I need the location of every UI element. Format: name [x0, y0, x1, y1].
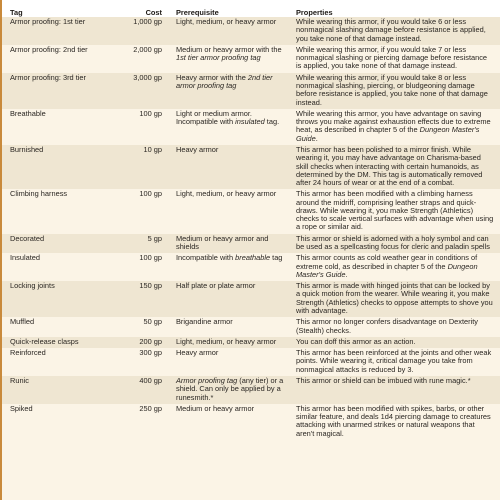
cell-tag: Breathable	[2, 109, 122, 145]
cell-properties: This armor has been polished to a mirror finish. While wearing it, you may have advantage on Charisma-based skill checks when interacting with certain humanoids, as determined by the DM. This tag is automatically removed after 24 hours of wear or at the end of a combat.	[288, 145, 500, 189]
armor-tags-table	[2, 0, 500, 440]
cell-properties: You can doff this armor as an action.	[288, 337, 500, 348]
cell-prerequisite: Heavy armor	[168, 145, 288, 189]
cell-cost: 400 gp	[122, 376, 168, 404]
cell-prerequisite: Incompatible with breathable tag	[168, 253, 288, 281]
table-row	[2, 45, 500, 73]
header-tag: Tag	[2, 0, 122, 17]
cell-tag: Runic	[2, 376, 122, 404]
cell-prerequisite: Heavy armor	[168, 348, 288, 376]
cell-cost: 5 gp	[122, 234, 168, 254]
cell-cost: 200 gp	[122, 337, 168, 348]
cell-tag: Armor proofing: 3rd tier	[2, 73, 122, 109]
cell-tag: Insulated	[2, 253, 122, 281]
table-row	[2, 348, 500, 376]
cell-properties: While wearing this armor, if you would take 7 or less nonmagical slashing or piercing damage before resistance is applied, you take none of that damage instead.	[288, 45, 500, 73]
cell-prerequisite: Armor proofing tag (any tier) or a shield. Can only be applied by a runesmith.*	[168, 376, 288, 404]
cell-cost: 50 gp	[122, 317, 168, 337]
cell-prerequisite: Medium or heavy armor	[168, 404, 288, 440]
table-row	[2, 145, 500, 189]
cell-tag: Muffled	[2, 317, 122, 337]
cell-tag: Burnished	[2, 145, 122, 189]
table-row	[2, 253, 500, 281]
cell-tag: Spiked	[2, 404, 122, 440]
cell-cost: 100 gp	[122, 253, 168, 281]
cell-cost: 10 gp	[122, 145, 168, 189]
table-row	[2, 317, 500, 337]
cell-properties: This armor has been reinforced at the joints and other weak points. While wearing it, critical damage you take from nonmagical attacks is reduced by 3.	[288, 348, 500, 376]
cell-cost: 100 gp	[122, 189, 168, 233]
table-row	[2, 109, 500, 145]
cell-prerequisite: Light, medium, or heavy armor	[168, 337, 288, 348]
cell-prerequisite: Half plate or plate armor	[168, 281, 288, 317]
cell-cost: 2,000 gp	[122, 45, 168, 73]
header-properties: Properties	[288, 0, 500, 17]
cell-tag: Decorated	[2, 234, 122, 254]
table-row	[2, 404, 500, 440]
cell-prerequisite: Medium or heavy armor and shields	[168, 234, 288, 254]
table-header-row	[2, 0, 500, 17]
cell-properties: This armor or shield is adorned with a holy symbol and can be used as a spellcasting focus for cleric and paladin spells	[288, 234, 500, 254]
cell-prerequisite: Medium or heavy armor with the 1st tier armor proofing tag	[168, 45, 288, 73]
cell-properties: While wearing this armor, if you would take 6 or less nonmagical slashing damage before resistance is applied, you take none of that damage instead.	[288, 17, 500, 45]
cell-tag: Armor proofing: 1st tier	[2, 17, 122, 45]
cell-prerequisite: Brigandine armor	[168, 317, 288, 337]
table-row	[2, 17, 500, 45]
table-row	[2, 281, 500, 317]
cell-tag: Climbing harness	[2, 189, 122, 233]
cell-tag: Locking joints	[2, 281, 122, 317]
table-row	[2, 337, 500, 348]
cell-cost: 250 gp	[122, 404, 168, 440]
cell-cost: 100 gp	[122, 109, 168, 145]
cell-properties: This armor has been modified with a climbing harness around the midriff, comprising leather straps and quick-draws. While wearing it, you make Strength (Athletics) checks to scale vertical surfaces with advantage when using a rope or similar aid.	[288, 189, 500, 233]
cell-tag: Reinforced	[2, 348, 122, 376]
cell-properties: While wearing this armor, if you would take 8 or less nonmagical slashing, piercing, or bludgeoning damage before resistance is applied, you take none of that damage instead.	[288, 73, 500, 109]
cell-properties: This armor counts as cold weather gear in conditions of extreme cold, as described in chapter 5 of the Dungeon Master's Guide.	[288, 253, 500, 281]
cell-cost: 3,000 gp	[122, 73, 168, 109]
cell-properties: This armor no longer confers disadvantage on Dexterity (Stealth) checks.	[288, 317, 500, 337]
cell-properties: This armor has been modified with spikes, barbs, or other similar feature, and deals 1d4 piercing damage to creatures attacking with unarmed strikes or natural weapons that aren't magical.	[288, 404, 500, 440]
cell-cost: 1,000 gp	[122, 17, 168, 45]
cell-properties: This armor is made with hinged joints that can be locked by a quick motion from the wearer. While wearing it, you make Strength (Athletics) checks to oppose attempts to shove you with advantage.	[288, 281, 500, 317]
header-prerequisite: Prerequisite	[168, 0, 288, 17]
table-row	[2, 234, 500, 254]
cell-cost: 300 gp	[122, 348, 168, 376]
cell-properties: This armor or shield can be imbued with rune magic.*	[288, 376, 500, 404]
cell-prerequisite: Light or medium armor. Incompatible with insulated tag.	[168, 109, 288, 145]
cell-properties: While wearing this armor, you have advantage on saving throws you make against exhaustion effects due to extreme heat, as described in chapter 5 of the Dungeon Master's Guide.	[288, 109, 500, 145]
cell-prerequisite: Heavy armor with the 2nd tier armor proofing tag	[168, 73, 288, 109]
cell-prerequisite: Light, medium, or heavy armor	[168, 189, 288, 233]
table-row	[2, 189, 500, 233]
cell-tag: Armor proofing: 2nd tier	[2, 45, 122, 73]
cell-prerequisite: Light, medium, or heavy armor	[168, 17, 288, 45]
table-row	[2, 73, 500, 109]
header-cost: Cost	[122, 0, 168, 17]
cell-cost: 150 gp	[122, 281, 168, 317]
cell-tag: Quick-release clasps	[2, 337, 122, 348]
table-row	[2, 376, 500, 404]
